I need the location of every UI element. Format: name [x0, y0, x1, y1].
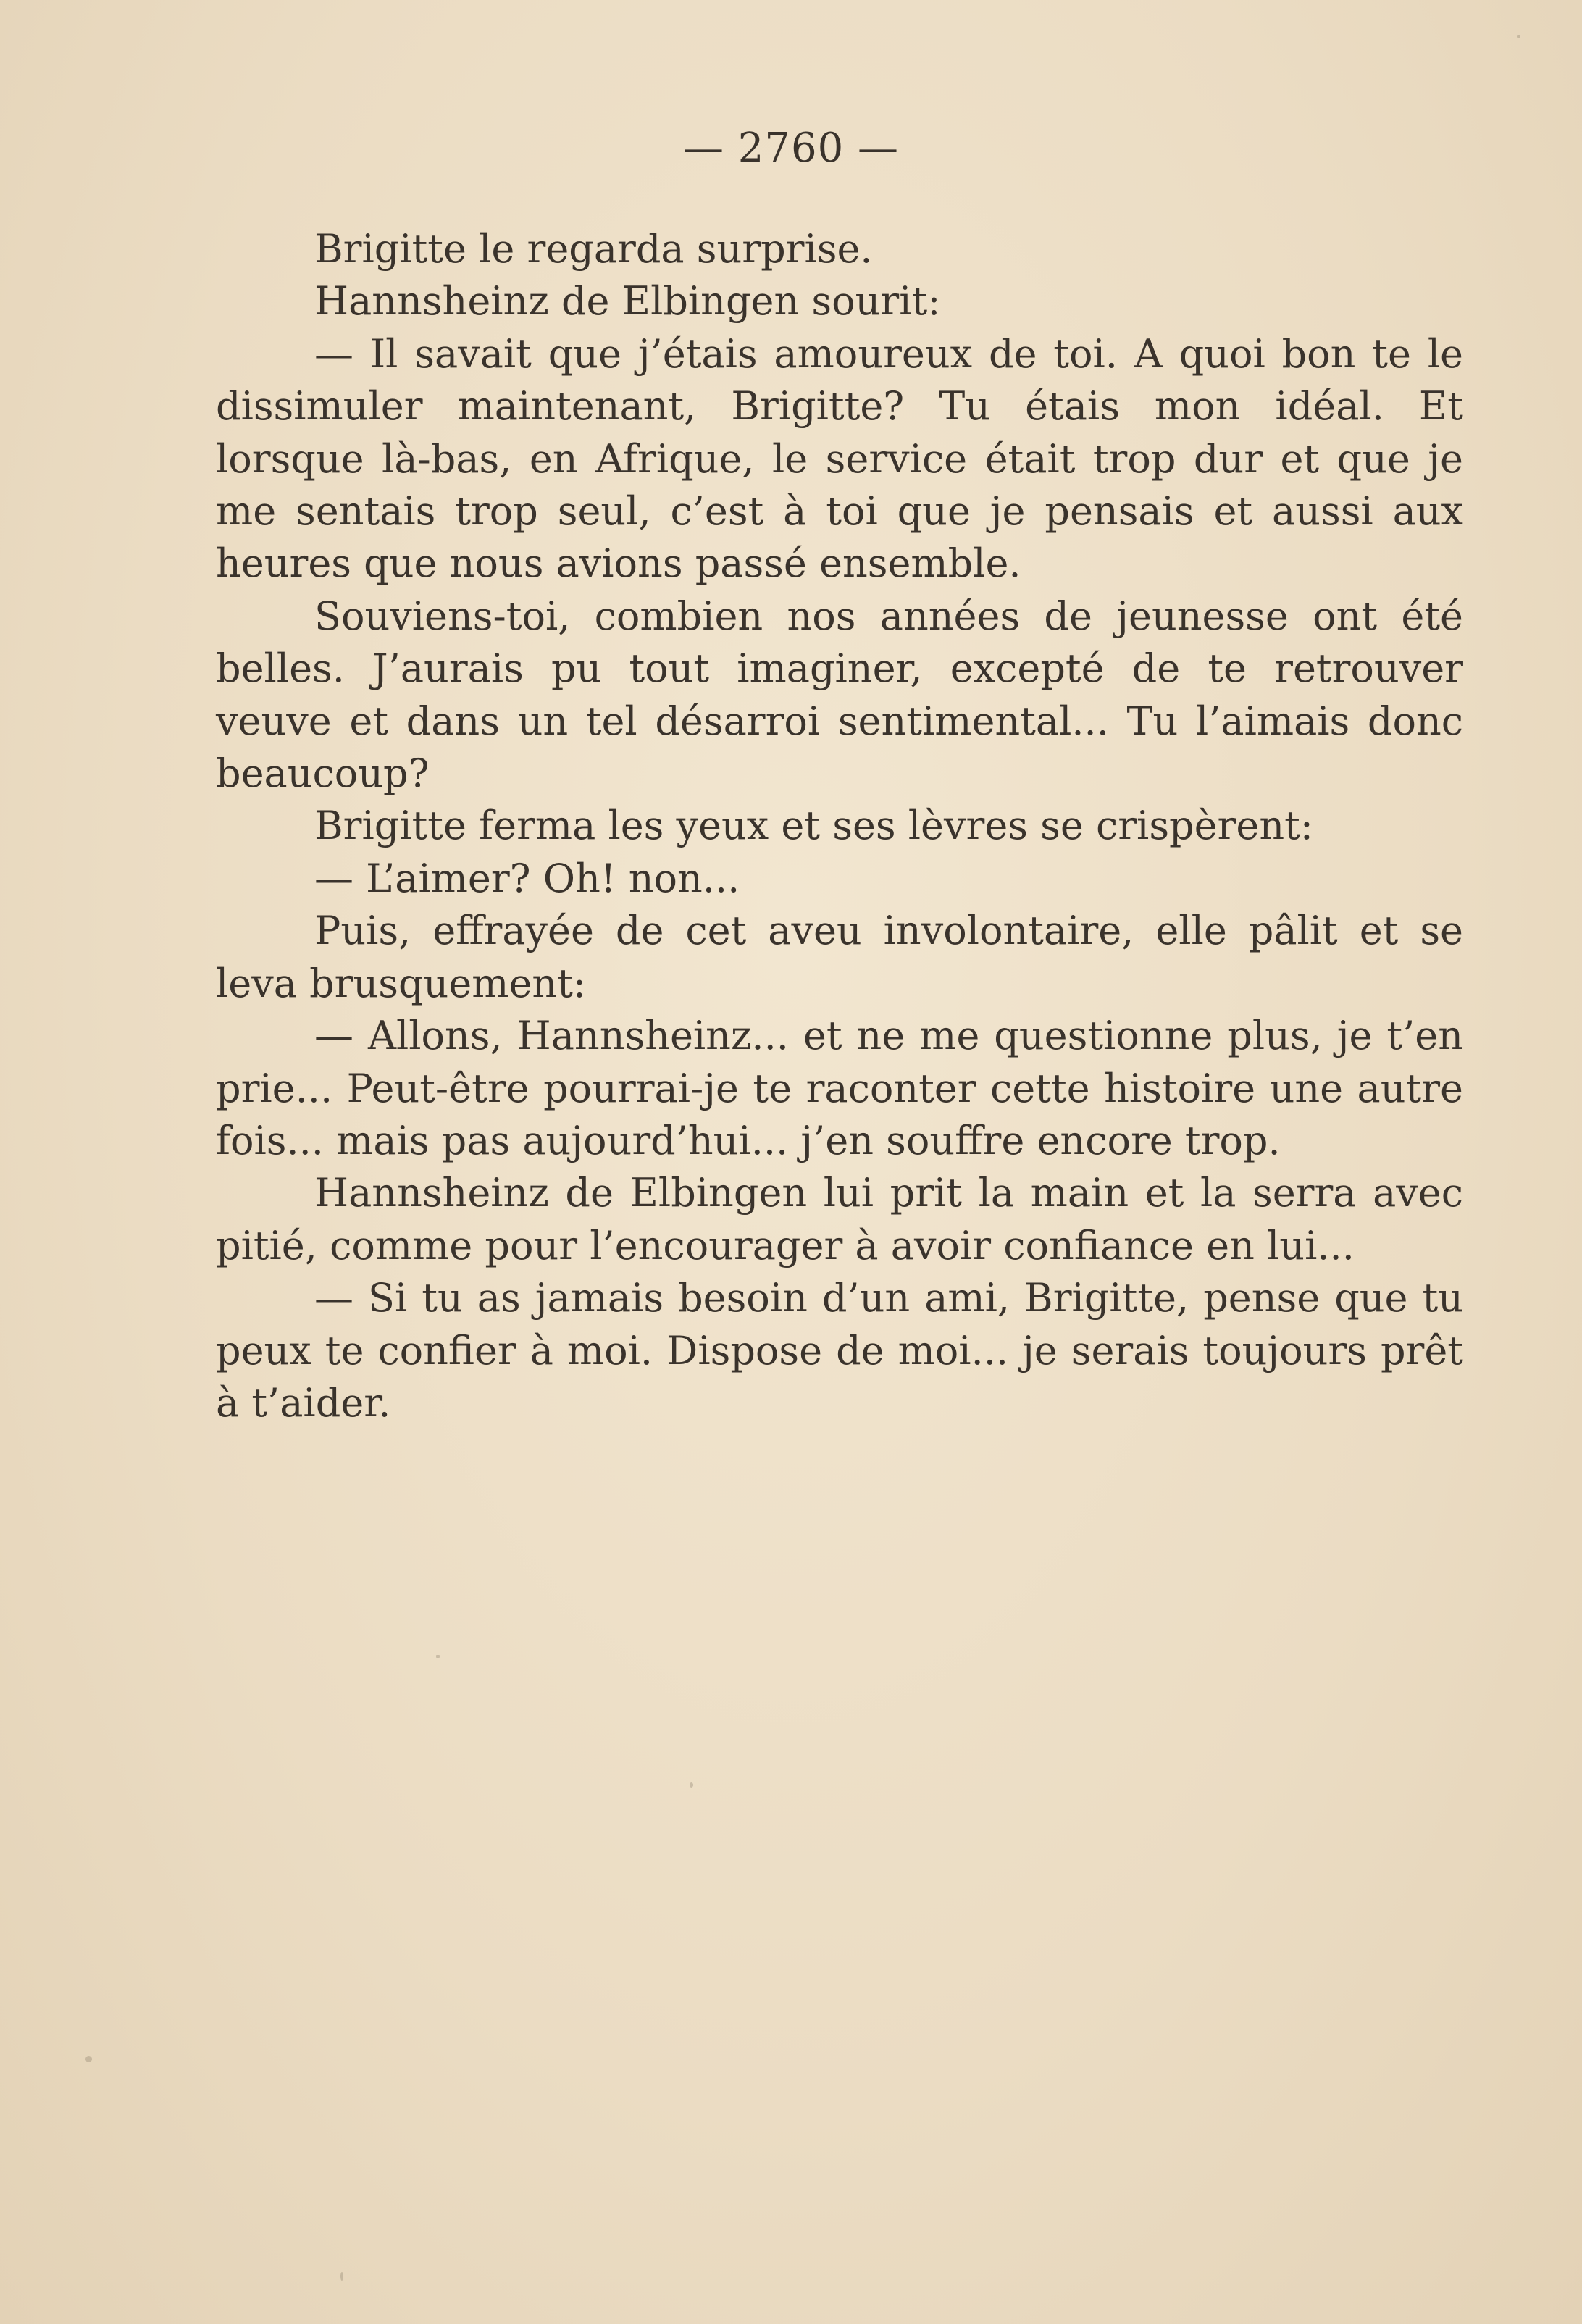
- paragraph: — Allons, Hannsheinz... et ne me questionne plus, je t’en prie... Peut-être pourrai-je te raconter cette histoire une autre fois... mais pas aujourd’hui... j’en souffre encore trop.: [216, 1013, 1463, 1163]
- paragraph: Souviens-toi, combien nos années de jeunesse ont été belles. J’aurais pu tout imaginer, excepté de te retrouver veuve et dans un tel désarroi sentimental... Tu l’aimais donc beaucoup?: [216, 593, 1463, 797]
- paragraph: — L’aimer? Oh! non...: [314, 855, 740, 901]
- paragraph: Puis, effrayée de cet aveu involontaire, elle pâlit et se leva brusquement:: [216, 908, 1463, 1006]
- paragraph: Hannsheinz de Elbingen sourit:: [314, 278, 941, 325]
- paper-speck: [436, 1655, 440, 1658]
- paper-speck: [1517, 35, 1520, 38]
- paragraph: — Si tu as jamais besoin d’un ami, Brigitte, pense que tu peux te confier à moi. Dispose de moi... je serais toujours prêt à t’aider.: [216, 1275, 1463, 1426]
- paper-speck: [690, 1782, 693, 1788]
- paper-speck: [340, 2272, 343, 2281]
- page-number: — 2760 —: [682, 125, 900, 172]
- paragraph: Brigitte le regarda surprise.: [314, 226, 873, 272]
- paper-speck: [85, 2056, 92, 2062]
- paragraph: Hannsheinz de Elbingen lui prit la main et la serra avec pitié, comme pour l’encourager à avoir confiance en lui...: [216, 1170, 1463, 1268]
- body-text: [216, 223, 1463, 1429]
- paragraph: — Il savait que j’étais amoureux de toi. A quoi bon te le dissimuler maintenant, Brigitte? Tu étais mon idéal. Et lorsque là-bas, en Afrique, le service était trop dur et que je me sentais trop seul, c’est à toi que je pensais et aussi aux heures que nous avions passé ensemble.: [216, 330, 1463, 587]
- paragraph: Brigitte ferma les yeux et ses lèvres se crispèrent:: [314, 803, 1314, 849]
